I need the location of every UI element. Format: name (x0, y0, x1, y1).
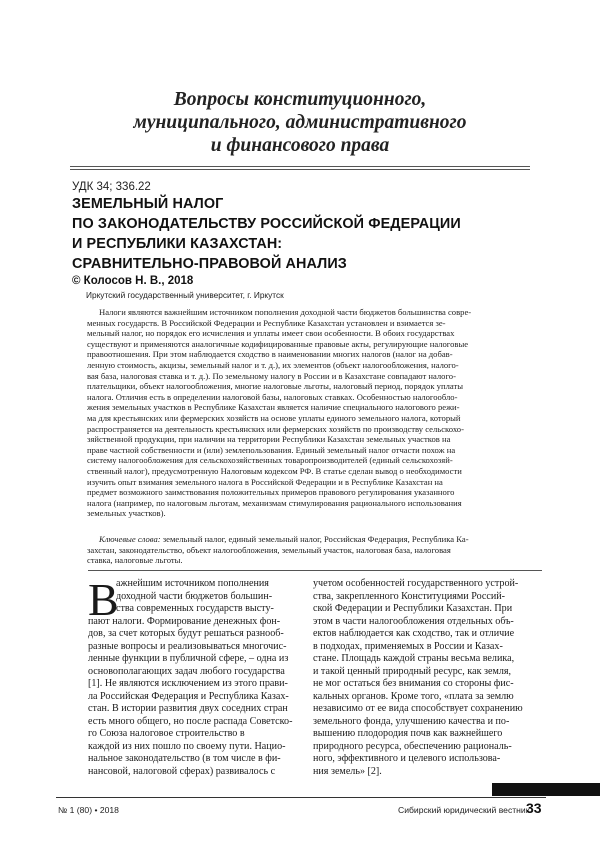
keywords-line: ставка, налоговые льготы. (87, 555, 183, 566)
body-line: и такой ценный природный ресурс, как земля, (313, 665, 512, 677)
body-line: нальное законодательство (в том числе в фи- (88, 753, 281, 764)
body-line: разные вопросы и реализовываться многочис- (88, 640, 287, 652)
keywords-divider (88, 570, 542, 571)
keywords-label: Ключевые слова: (99, 534, 161, 544)
footer-rule (56, 797, 546, 798)
udc-code: УДК 34; 336.22 (72, 181, 151, 193)
body-line: в подходах, применяемых в России и Казах- (313, 640, 503, 652)
abstract-line: изучить опыт взимания земельного налога в Российской Федерации и в Республике Казахстан на (87, 476, 443, 487)
abstract-line: праве частной собственности и (или) землепользования. Единый земельный налог отчасти похож на (87, 444, 456, 455)
abstract-line: ма для крестьянских или фермерских хозяйств на основе уплаты единого земельного налога, который (87, 412, 461, 423)
footer-bar (492, 783, 600, 796)
abstract-line: земельных участков). (87, 508, 166, 519)
abstract-line: налога (например, по налоговым льготам, механизмам стимулирования рационального использования (87, 497, 462, 508)
abstract-line: распространяется на деятельность крестьянских или фермерских хозяйств по производству сельскохо- (87, 423, 464, 434)
body-line: доходной части бюджетов большин- (116, 590, 273, 602)
body-line: есть много общего, но после распада Советско- (88, 715, 293, 727)
body-line: учетом особенностей государственного устрой- (313, 578, 519, 589)
body-line: дов, за счет которых будут решаться разнооб- (88, 628, 284, 639)
abstract-line: плательщики, объект налогообложения, многие налоговые льготы, налоговый период, порядок уплаты (87, 381, 463, 392)
body-line: ленные функции в публичной сфере, – одна из (88, 653, 289, 664)
body-line: основополагающих задач любого государства (88, 665, 285, 677)
body-line: ства, закрепленного Конституциями Россий- (313, 590, 506, 602)
keywords (87, 534, 542, 566)
title-line: ЗЕМЕЛЬНЫЙ НАЛОГ (72, 196, 224, 212)
body-line: ства современных государств высту- (116, 603, 274, 614)
body-column-right (313, 578, 531, 778)
body-line: не мог остаться без внимания со стороны фис- (313, 678, 514, 689)
abstract-line: ленную стоимость, акцизы, земельный налог и т. д.), их элементов (объект налогообложения, налого- (87, 359, 459, 370)
section-heading-line: и финансового права (210, 135, 390, 156)
body-line: стан. В истории развития двух соседних стран (88, 703, 288, 714)
abstract-line: вая база, налоговая ставка и т. д.). По земельному налогу в России и в Казахстане совпадают налого- (87, 370, 456, 381)
author-line: © Колосов Н. В., 2018 (72, 275, 194, 287)
body-line: природного ресурса, обеспечению рациональ- (313, 740, 512, 752)
abstract-line: мельный налог, но порядок его исчисления и уплаты имеет свои особенности. В обоих государствах (87, 328, 455, 339)
body-line: стане. Площадь каждой страны весьма велика, (313, 653, 515, 664)
page-number: 33 (526, 800, 542, 816)
title-line: СРАВНИТЕЛЬНО-ПРАВОВОЙ АНАЛИЗ (72, 256, 347, 272)
top-divider-second (70, 169, 530, 170)
affiliation: Иркутский государственный университет, г. Иркутск (86, 290, 284, 300)
top-divider (70, 166, 530, 167)
section-heading-line: муниципального, административного (133, 112, 467, 133)
section-heading (120, 88, 480, 157)
body-line: ской Федерации и Республики Казахстан. При (313, 603, 513, 614)
body-line: нансовой, налоговой сферах) развивалось с (88, 765, 276, 777)
body-line: ажнейшим источником пополнения (116, 578, 269, 589)
abstract-line: существуют и применяются аналогичные кодифицированные правовые акты, регулирующие налоговые (87, 338, 469, 349)
abstract (87, 307, 542, 519)
body-line: кальных органов. Кроме того, «плата за землю (313, 690, 514, 702)
body-line: ного, эффективного и целевого использова- (313, 753, 501, 764)
abstract-line: зяйственной продукции, при наличии на территории Республики Казахстан земельных участков на (87, 434, 451, 445)
keywords-line: захстан, законодательство, объект налогообложения, земельный участок, налоговая база, налоговая (87, 544, 451, 555)
title-line: И РЕСПУБЛИКИ КАЗАХСТАН: (72, 236, 283, 252)
body-line: ния земель» [2]. (313, 765, 382, 777)
body-line: земельного фонда, улучшению качества и по- (313, 715, 510, 727)
body-line: ла Российская Федерация и Республика Казах- (88, 690, 289, 702)
abstract-line: предмет возможного заимствования положительных примеров правового регулирования указанного (87, 487, 455, 498)
abstract-line: налога. Отличия есть в определении налоговой базы, налоговых ставках. Особенностью налогообло- (87, 391, 458, 402)
abstract-line: систему налогообложения для сельскохозяйственных товаропроизводителей (единый сельскохозяй- (87, 455, 453, 466)
abstract-line: правоотношения. При этом наблюдается сходство в наименовании многих налогов (налог на добав- (87, 349, 453, 360)
body-line: ектов наблюдается как сходство, так и отличие (313, 628, 515, 639)
body-line: пают налоги. Формирование денежных фон- (88, 615, 281, 627)
section-heading-line: Вопросы конституционного, (173, 89, 427, 110)
body-column-left (88, 574, 306, 778)
body-line: этом в части налогообложения отдельных объ- (313, 615, 514, 627)
body-line: каждой из них пошло по своему пути. Нацио- (88, 740, 286, 752)
body-line: [1]. Не являются исключением из этого прави- (88, 678, 288, 689)
body-line: вышению плодородия почв как важнейшего (313, 728, 503, 739)
keywords-text: земельный налог, единый земельный налог, Российская Федерация, Республика Ка- (160, 534, 469, 544)
article-title (72, 194, 542, 274)
footer-journal-name: Сибирский юридический вестник (398, 805, 530, 815)
abstract-line: жения земельных участков в Республике Казахстан является наличие специального налогового режи- (87, 402, 460, 413)
body-line: го Союза налоговое строительство в (88, 728, 245, 739)
body-line: независимо от ее вида способствует сохранению (313, 703, 523, 714)
drop-cap: В (88, 574, 119, 625)
abstract-line: ственный налог), предусмотренную Налоговым кодексом РФ. В статье сделан вывод о необходимости (87, 465, 462, 476)
abstract-line: Налоги являются важнейшим источником пополнения доходной части бюджетов большинства совре- (99, 307, 472, 317)
abstract-line: менных государств. В Российской Федерации и Республике Казахстан установлен и взимается зе- (87, 317, 446, 328)
title-line: ПО ЗАКОНОДАТЕЛЬСТВУ РОССИЙСКОЙ ФЕДЕРАЦИИ (72, 216, 461, 232)
keywords-line (87, 534, 542, 545)
footer-issue: № 1 (80) • 2018 (58, 805, 119, 815)
